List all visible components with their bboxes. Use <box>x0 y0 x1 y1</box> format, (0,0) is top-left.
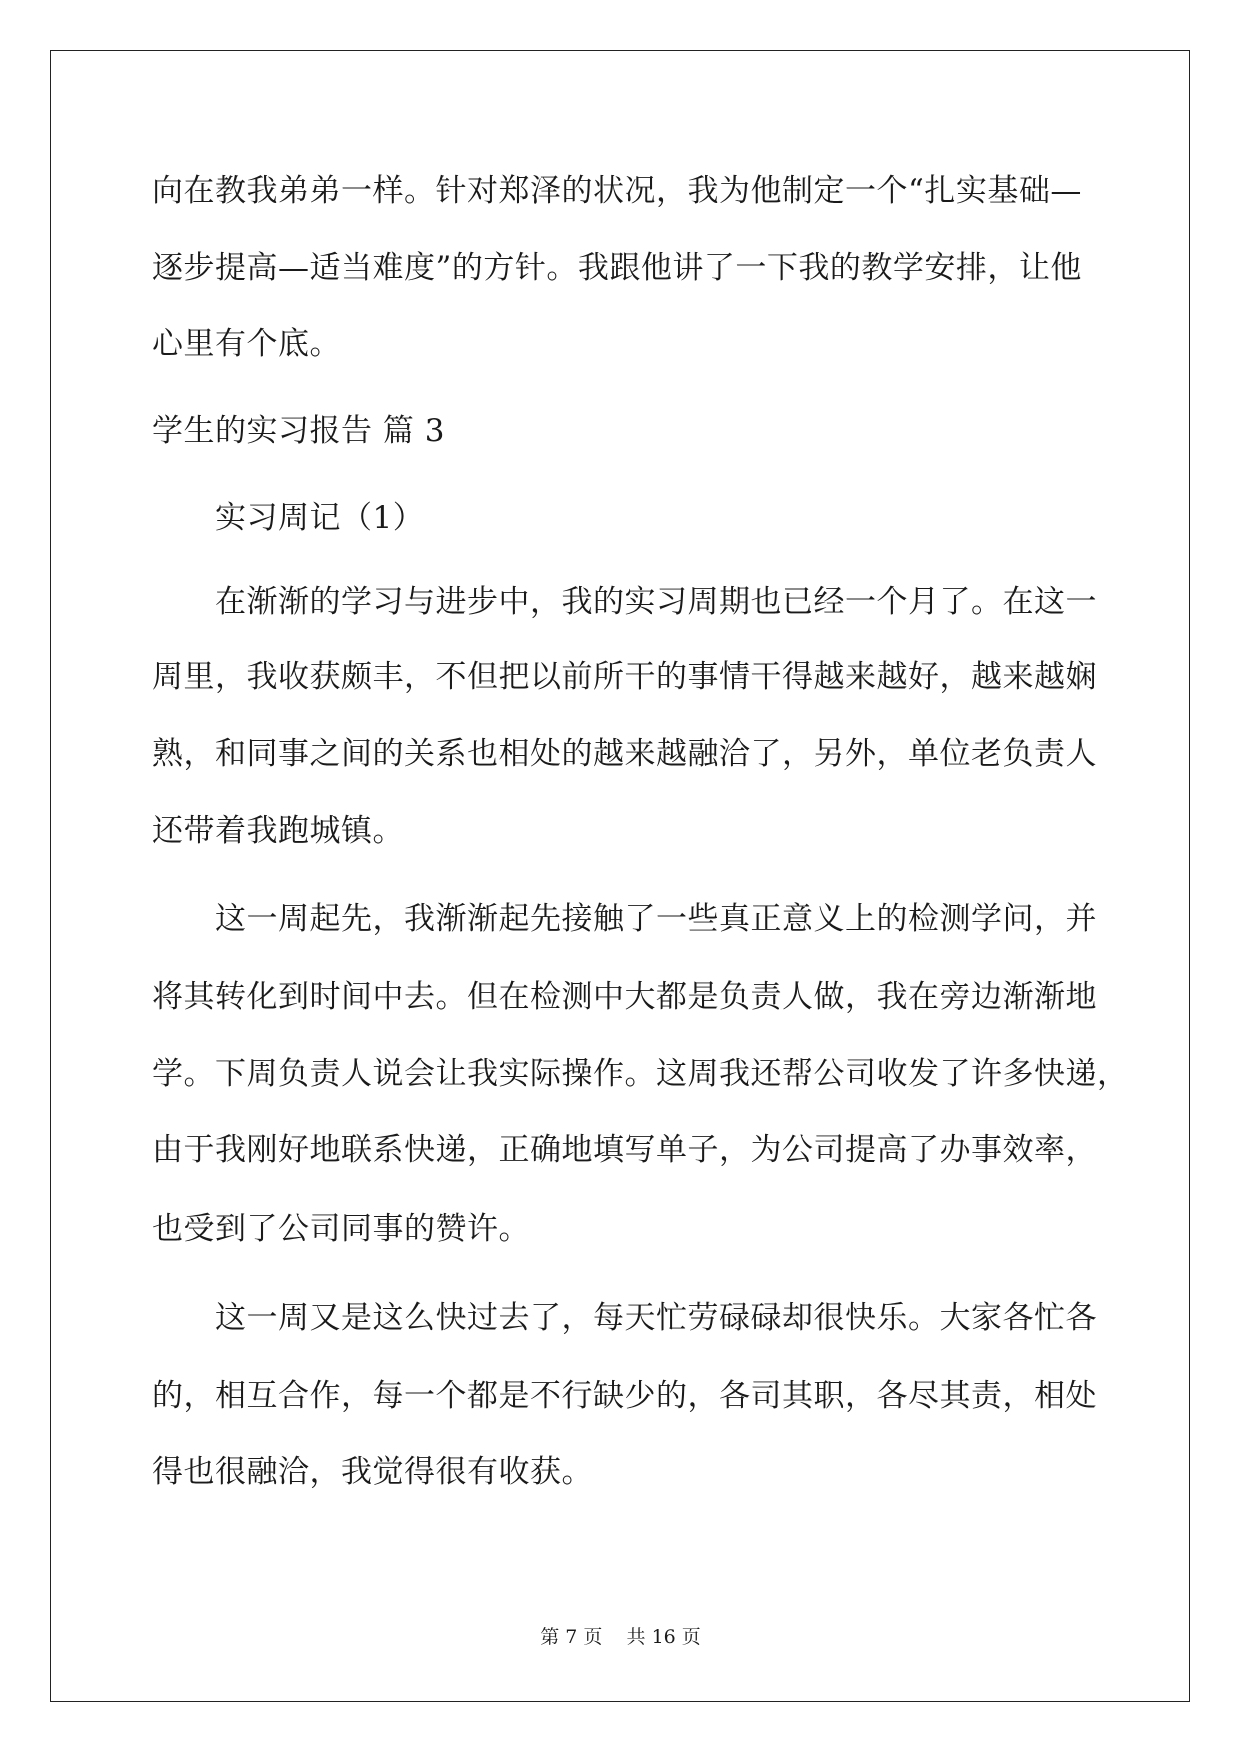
body-line: 的，相互合作，每一个都是不行缺少的，各司其职，各尽其责，相处 <box>152 1378 1097 1414</box>
subheading: 实习周记（1） <box>215 500 425 536</box>
body-line: 也受到了公司同事的赞许。 <box>152 1211 530 1247</box>
body-line: 逐步提高—适当难度”的方针。我跟他讲了一下我的教学安排，让他 <box>152 250 1082 286</box>
page-number: 第 7 页 <box>540 1626 603 1648</box>
body-line: 学。下周负责人说会让我实际操作。这周我还帮公司收发了许多快递， <box>152 1056 1129 1092</box>
section-heading: 学生的实习报告 篇 3 <box>152 413 445 449</box>
body-line: 将其转化到时间中去。但在检测中大都是负责人做，我在旁边渐渐地 <box>152 979 1097 1015</box>
body-line: 得也很融洽，我觉得很有收获。 <box>152 1454 593 1490</box>
body-line: 在渐渐的学习与进步中，我的实习周期也已经一个月了。在这一 <box>215 584 1097 620</box>
body-line: 这一周又是这么快过去了，每天忙劳碌碌却很快乐。大家各忙各 <box>215 1300 1097 1336</box>
body-line: 由于我刚好地联系快递，正确地填写单子，为公司提高了办事效率， <box>152 1132 1097 1168</box>
body-line: 周里，我收获颇丰，不但把以前所干的事情干得越来越好，越来越娴 <box>152 659 1097 695</box>
body-line: 还带着我跑城镇。 <box>152 813 404 849</box>
body-line: 心里有个底。 <box>152 326 341 362</box>
body-line: 这一周起先，我渐渐起先接触了一些真正意义上的检测学问，并 <box>215 901 1097 937</box>
body-line: 熟，和同事之间的关系也相处的越来越融洽了，另外，单位老负责人 <box>152 736 1097 772</box>
page-footer <box>0 1625 1241 1649</box>
body-line: 向在教我弟弟一样。针对郑泽的状况，我为他制定一个“扎实基础— <box>152 173 1082 209</box>
page-total: 共 16 页 <box>626 1626 701 1648</box>
